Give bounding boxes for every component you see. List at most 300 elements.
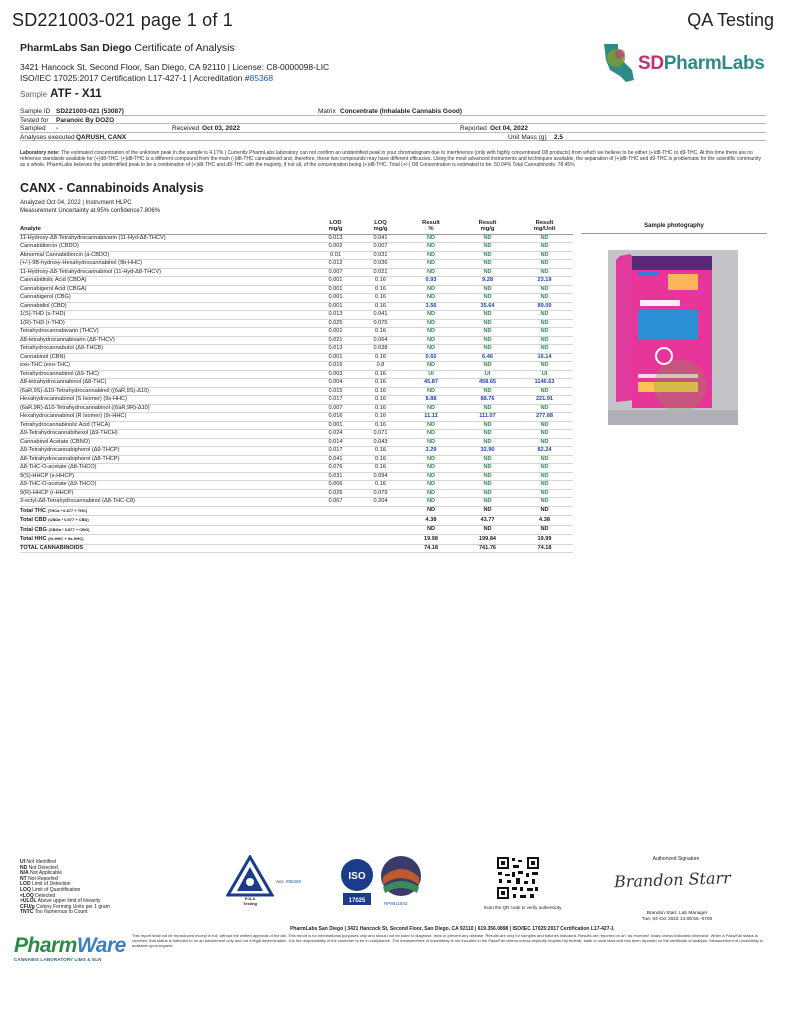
- table-row: [20, 268, 573, 277]
- lod-empty: [313, 506, 358, 516]
- loq-value: 0.16: [358, 379, 403, 388]
- result-mgunit: ND: [516, 251, 573, 260]
- result-pct: ND: [403, 430, 459, 439]
- lod-value: 0.013: [313, 311, 358, 320]
- table-row: [20, 345, 573, 354]
- col-loq-label: LOQ: [374, 219, 387, 226]
- analyte-name: (+/-)-9B-hydroxy-Hexahydrocannabinol (9b-HHC): [20, 260, 313, 269]
- pjla-accreditation: [276, 879, 301, 884]
- loq-value: 0.075: [358, 319, 403, 328]
- table-row: [20, 336, 573, 345]
- signatory-block: [612, 911, 742, 922]
- result-mgg: ND: [459, 387, 516, 396]
- loq-value: 0.16: [358, 464, 403, 473]
- reported-value: Oct 04, 2022: [490, 125, 528, 132]
- total-label: [20, 544, 313, 553]
- analyte-name: (6aR,9R)-Δ10-Tetrahydrocannabinol ((6aR,9R)-Δ10): [20, 404, 313, 413]
- qr-code-icon: [496, 856, 540, 900]
- lod-value: 0.012: [313, 260, 358, 269]
- lod-value: 0.017: [313, 447, 358, 456]
- footer-address: PharmLabs San Diego | 3421 Hancock St, Second Floor, San Diego, CA 92110 | 619.356.0898 | ISO/IEC 17025:2017 Certification L17-427-1: [290, 926, 614, 932]
- document-id: SD221003-021 page 1 of 1: [12, 10, 233, 30]
- anab-logo-icon: [380, 855, 422, 899]
- total-mgg: 741.76: [459, 544, 516, 553]
- total-pct: 19.98: [403, 535, 459, 545]
- analyte-name: Cannabinol Acetate (CBNO): [20, 438, 313, 447]
- lod-value: 0.001: [313, 277, 358, 286]
- analyte-name: exo-THC (exo-THC): [20, 362, 313, 371]
- legend-meaning: Limit of Quantification: [32, 886, 81, 893]
- sample-photo: [608, 250, 738, 425]
- loq-value: 0.16: [358, 455, 403, 464]
- logo-sd: SD: [638, 53, 664, 74]
- pharmware-ware: Ware: [76, 934, 126, 957]
- loq-value: 0.16: [358, 387, 403, 396]
- result-mgunit: 23.19: [516, 277, 573, 286]
- lod-value: 0.013: [313, 234, 358, 243]
- pjla-text: PJLA Testing: [243, 896, 257, 906]
- legend-meaning: Colony Forming Units per 1 gram: [36, 903, 110, 910]
- total-mgg: 199.84: [459, 535, 516, 545]
- col-result-mgunit: [516, 219, 573, 234]
- unit-mass-label: Unit Mass (g): [508, 133, 547, 141]
- loq-value: 0.007: [358, 243, 403, 252]
- col-lod-label: LOD: [329, 219, 342, 226]
- table-header-row: [20, 219, 573, 234]
- col-result-mgg: [459, 219, 516, 234]
- result-pct: 3.56: [403, 302, 459, 311]
- table-row: [20, 353, 573, 362]
- result-mgg: ND: [459, 251, 516, 260]
- result-mgunit: 277.68: [516, 413, 573, 422]
- lod-value: 0.001: [313, 421, 358, 430]
- result-pct: 11.11: [403, 413, 459, 422]
- table-row: [20, 285, 573, 294]
- received-label: Received: [172, 125, 200, 132]
- result-mgg: ND: [459, 294, 516, 303]
- info-row-1: [20, 107, 766, 116]
- loq-value: 0.16: [358, 294, 403, 303]
- result-pct: ND: [403, 404, 459, 413]
- analyte-name: Δ9-THC-O-acetate (Δ9-THCO): [20, 481, 313, 490]
- analyte-name: Hexahydrocannabinol (S Isomer) (9s-HHC): [20, 396, 313, 405]
- legend-abbr: N/A: [20, 870, 29, 877]
- col-pct-label: Result: [422, 219, 440, 226]
- sample-photo-heading: Sample photography: [581, 219, 767, 234]
- result-mgunit: ND: [516, 319, 573, 328]
- analyte-name: Tetrahydrocannabinolic Acid (THCA): [20, 421, 313, 430]
- loq-empty: [358, 506, 403, 516]
- pharmware-pharm: Pharm: [14, 934, 77, 957]
- anab-number: RP8611843: [384, 901, 408, 906]
- total-formula: (THCa * 0.877 + THC): [47, 507, 88, 513]
- total-formula: (9r-HHC + 9s-HHC): [48, 536, 84, 541]
- legend-meaning: Not Reported: [28, 875, 58, 882]
- lod-value: 0.004: [313, 379, 358, 388]
- analyte-name: Tetrahydrocannabinol (Δ9-THC): [20, 370, 313, 379]
- result-mgg: ND: [459, 430, 516, 439]
- legend-abbr: ND: [20, 864, 28, 871]
- lod-empty: [313, 544, 358, 553]
- result-pct: 8.88: [403, 396, 459, 405]
- total-pct: 74.18: [403, 544, 459, 553]
- loq-value: 0.16: [358, 277, 403, 286]
- iso-logo-icon: [340, 858, 374, 908]
- result-mgunit: ND: [516, 481, 573, 490]
- analyte-name: Abnormal Cannabidiorcin (a-CBDO): [20, 251, 313, 260]
- verification-qr-code[interactable]: [496, 856, 540, 900]
- result-pct: UI: [403, 370, 459, 379]
- table-row: [20, 260, 573, 269]
- result-pct: ND: [403, 455, 459, 464]
- result-mgg: 9.28: [459, 277, 516, 286]
- result-mgg: ND: [459, 243, 516, 252]
- analysis-title: CANX - Cannabinoids Analysis: [20, 181, 204, 195]
- pjla-acc-prefix: Acc.: [276, 879, 287, 884]
- total-mgunit: 19.99: [516, 535, 573, 545]
- table-row: [20, 413, 573, 422]
- lod-value: 0.001: [313, 328, 358, 337]
- lod-value: 0.031: [313, 472, 358, 481]
- result-mgg: 35.64: [459, 302, 516, 311]
- result-mgg: ND: [459, 328, 516, 337]
- analyte-name: 11-Hydroxy-Δ8-Tetrahydrocannabivarin (11-Hyd-Δ8-THCV): [20, 234, 313, 243]
- note-text: The estimated concentration of the unknown peak in the sample is 4.17% | Currently PharmLabs laboratory can not confirm an unidentified peak in your chromatogram due to interference (only with highly concentrated D8 products) from which we believe to be either (+)d8-THC or d9-THC. At this time there are no reference standards available for (+)d8-THC. (+)d8-THC is a different compound from the main (-)d8-THC cannabinoid and, therefore, these two compounds may have different efficacies. Using the most advanced instruments and techniques available, the separation of (+)d8-THC and d9-THC is problematic for the scientific community as a whole. PharmLabs believes the unidentified peak to be a combination of (+)d8-THC and d9-THC with the majority, if not all, of the concentration being (+)d8-THC. Total (+/-) D8 Concentration is estimated to be: 50.04% Total Cannabinoids: 78.45%: [20, 150, 762, 169]
- tested-for-label: Tested for: [20, 116, 49, 124]
- lod-value: 0.041: [313, 455, 358, 464]
- total-label: [20, 506, 313, 516]
- loq-value: 0.16: [358, 285, 403, 294]
- table-row: [20, 277, 573, 286]
- result-mgunit: 89.09: [516, 302, 573, 311]
- total-mgunit: 4.38: [516, 516, 573, 526]
- signatory-name: Brandon Starr, Lab Manager: [646, 911, 708, 916]
- loq-value: 0.16: [358, 421, 403, 430]
- loq-value: 0.16: [358, 328, 403, 337]
- sample-info-grid: [20, 107, 766, 141]
- col-loq-unit: mg/g: [373, 226, 388, 232]
- lod-value: 0.016: [313, 362, 358, 371]
- total-name: Total HHC: [20, 536, 47, 542]
- total-name: Total THC: [20, 507, 46, 514]
- abbreviation-legend: [20, 860, 110, 916]
- total-formula: (CBGa * 0.877 + CBG): [48, 526, 90, 532]
- signature-datetime: Tue, 04 Oct 2022 14:06:56 -0700: [641, 916, 713, 922]
- legend-abbr: CFU/g: [20, 903, 35, 910]
- analyte-name: Cannabidiorcin (CBDO): [20, 243, 313, 252]
- loq-value: 0.16: [358, 404, 403, 413]
- legend-abbr: UI: [20, 859, 25, 865]
- analyte-name: 1(S)-THD (s-THD): [20, 311, 313, 320]
- table-row: [20, 379, 573, 388]
- col-mgg-label: Result: [478, 219, 497, 226]
- result-mgunit: ND: [516, 285, 573, 294]
- legend-meaning: Above upper limit of linearity: [37, 898, 101, 905]
- table-row: [20, 396, 573, 405]
- legend-meaning: Not Detected: [28, 864, 58, 871]
- analyte-name: Δ9-Tetrahydrocannabiphorol (Δ9-THCP): [20, 447, 313, 456]
- lod-value: 0.015: [313, 387, 358, 396]
- col-pct-unit: %: [428, 226, 434, 232]
- total-mgunit: 74.18: [516, 544, 573, 553]
- lod-value: 0.016: [313, 413, 358, 422]
- legend-abbr: LOD: [20, 881, 31, 888]
- result-mgunit: ND: [516, 421, 573, 430]
- lod-value: 0.014: [313, 438, 358, 447]
- lod-value: 0.017: [313, 396, 358, 405]
- result-pct: ND: [403, 311, 459, 320]
- lab-header: [20, 42, 580, 84]
- result-pct: ND: [403, 345, 459, 354]
- total-mgg: ND: [459, 506, 516, 516]
- unit-mass-value: 2.5: [554, 133, 564, 141]
- lab-address: 3421 Hancock St, Second Floor, San Diego, CA 92110 | License: C8-0000098-LIC: [20, 62, 330, 72]
- result-pct: 0.65: [403, 353, 459, 362]
- result-mgunit: ND: [516, 294, 573, 303]
- sampled-value: -: [56, 125, 59, 132]
- loq-value: 0.041: [358, 311, 403, 320]
- result-mgg: ND: [459, 404, 516, 413]
- analyte-name: 9(S)-HHCP (s-HHCP): [20, 472, 313, 481]
- lod-value: 0.021: [313, 336, 358, 345]
- table-row: [20, 430, 573, 439]
- analyte-name: Cannabigerol Acid (CBGA): [20, 285, 313, 294]
- legend-abbr: >ULOL: [20, 898, 37, 905]
- total-label: [20, 525, 313, 535]
- qa-label: QA Testing: [687, 10, 774, 30]
- result-pct: ND: [403, 251, 459, 260]
- result-pct: ND: [403, 319, 459, 328]
- total-mgg: 43.77: [459, 516, 516, 526]
- iso-logo-number: 17025: [348, 898, 366, 904]
- result-pct: ND: [403, 472, 459, 481]
- result-mgg: ND: [459, 472, 516, 481]
- analyte-name: Δ8-Tetrahydrocannabiphorol (Δ8-THCP): [20, 455, 313, 464]
- col-mgg-unit: mg/g: [480, 226, 495, 232]
- top-bar: [0, 0, 786, 40]
- result-pct: ND: [403, 328, 459, 337]
- col-lod: [313, 219, 358, 234]
- analyte-name: Δ8-THC-O-acetate (Δ8-THCO): [20, 464, 313, 473]
- table-row: [20, 234, 573, 243]
- pjla-badge: [226, 855, 306, 910]
- laboratory-note: [20, 150, 766, 168]
- result-pct: ND: [403, 498, 459, 507]
- total-mgunit: ND: [516, 506, 573, 516]
- loq-value: 0.16: [358, 413, 403, 422]
- result-pct: ND: [403, 336, 459, 345]
- iso-logo-text: ISO: [348, 871, 366, 882]
- total-formula: (CBDa * 0.877 + CBD): [48, 517, 89, 522]
- lod-value: 0.066: [313, 481, 358, 490]
- result-mgg: ND: [459, 285, 516, 294]
- legend-item: [20, 910, 110, 916]
- lod-value: 0.024: [313, 430, 358, 439]
- analyte-name: Cannabidiolic Acid (CBDA): [20, 277, 313, 286]
- result-mgunit: ND: [516, 489, 573, 498]
- pjla-acc-number: #85368: [286, 879, 302, 884]
- matrix-value: Concentrate (Inhalable Cannabis Good): [340, 108, 463, 115]
- col-lod-unit: mg/g: [328, 226, 343, 232]
- table-row: [20, 243, 573, 252]
- loq-value: 0.021: [358, 268, 403, 277]
- col-mgu-unit: mg/Unit: [533, 226, 556, 232]
- lod-value: 0.003: [313, 370, 358, 379]
- loq-value: 0.079: [358, 489, 403, 498]
- analyte-name: Hexahydrocannabinol (R Isomer) (9r-HHC): [20, 413, 313, 422]
- result-pct: ND: [403, 481, 459, 490]
- legend-abbr: NT: [20, 875, 27, 882]
- total-mgunit: ND: [516, 525, 573, 535]
- table-row: [20, 302, 573, 311]
- qr-caption: Scan the QR code to verify authenticity.: [483, 905, 563, 910]
- pharmware-tagline: CANNABIS LABORATORY LIMS & ELN: [14, 957, 102, 962]
- legend-meaning: Not Identified: [26, 859, 56, 865]
- signature-heading: Authorized Signature: [652, 856, 700, 862]
- total-row: [20, 544, 573, 553]
- sample-id-label: Sample ID: [20, 108, 51, 115]
- total-pct: 4.38: [403, 516, 459, 526]
- sample-name: ATF - X11: [50, 88, 102, 100]
- total-pct: ND: [403, 506, 459, 516]
- total-row: [20, 535, 573, 545]
- result-mgunit: ND: [516, 464, 573, 473]
- legend-abbr: TNTC: [20, 909, 34, 916]
- analyses-value: QARUSH, CANX: [76, 133, 127, 141]
- result-mgg: ND: [459, 421, 516, 430]
- lod-value: 0.001: [313, 302, 358, 311]
- logo-pharmlabs: PharmLabs: [663, 53, 765, 74]
- received-value: Oct 03, 2022: [202, 125, 240, 132]
- table-row: [20, 294, 573, 303]
- result-mgunit: ND: [516, 336, 573, 345]
- col-analyte: Analyte: [20, 219, 313, 234]
- result-mgg: ND: [459, 336, 516, 345]
- table-row: [20, 455, 573, 464]
- result-pct: ND: [403, 489, 459, 498]
- lod-value: 0.025: [313, 319, 358, 328]
- result-mgg: ND: [459, 234, 516, 243]
- lod-value: 0.076: [313, 464, 358, 473]
- pharmware-logo: [14, 934, 124, 970]
- col-loq: [358, 219, 403, 234]
- pharmware-wordmark: [14, 934, 126, 958]
- result-mgg: 88.76: [459, 396, 516, 405]
- accreditation-link[interactable]: 85368: [249, 73, 274, 83]
- analyte-name: 11-Hydroxy-Δ8-Tetrahydrocannabinol (11-Hyd-Δ8-THCV): [20, 268, 313, 277]
- result-mgg: ND: [459, 455, 516, 464]
- result-mgg: ND: [459, 345, 516, 354]
- total-row: [20, 525, 573, 535]
- loq-value: 0.16: [358, 302, 403, 311]
- lod-empty: [313, 535, 358, 545]
- result-mgg: ND: [459, 268, 516, 277]
- analyte-name: Cannabigerol (CBG): [20, 294, 313, 303]
- loq-empty: [358, 544, 403, 553]
- california-map-icon: [596, 40, 640, 86]
- result-pct: 0.93: [403, 277, 459, 286]
- total-pct: ND: [403, 525, 459, 535]
- lod-value: 0.002: [313, 243, 358, 252]
- loq-value: 0.064: [358, 336, 403, 345]
- result-mgunit: ND: [516, 404, 573, 413]
- analyte-name: (6aR,9S)-Δ10-Tetrahydrocannabinol ((6aR,9S)-Δ10): [20, 387, 313, 396]
- sample-id: SD221003-021 (53087): [56, 108, 124, 115]
- loq-value: 0.036: [358, 260, 403, 269]
- result-mgunit: ND: [516, 438, 573, 447]
- loq-value: 0.16: [358, 396, 403, 405]
- analyte-name: Cannabinol (CBN): [20, 353, 313, 362]
- legend-abbr: <LOQ: [20, 892, 34, 899]
- result-mgunit: ND: [516, 387, 573, 396]
- loq-value: 0.043: [358, 438, 403, 447]
- result-mgunit: ND: [516, 328, 573, 337]
- result-mgg: 32.90: [459, 447, 516, 456]
- result-pct: ND: [403, 243, 459, 252]
- footer-disclaimer: This report shall not be reproduced except in full, without the written approval of the lab. This report is for informational purposes only and should not be used to diagnose, treat or prevent any disease. Results are only for samples and batches indicated. Results are reported on an "as received" basis unless indicated otherwise. When a Pass/Fail status is reported, that status is intended to be an advisement only and not a legal determination. It is the responsibility of the customer to be in compliance. The measurement of uncertainty is not included in the Pass/Fail criteria unless explicitly required by federal, state or local laws and has been reported on the certificate of analysis. Measurement of uncertainty is available upon request.: [132, 933, 763, 948]
- table-row: [20, 311, 573, 320]
- sample-heading: [20, 88, 102, 100]
- col-result-pct: [403, 219, 459, 234]
- lod-value: 0.007: [313, 268, 358, 277]
- result-mgg: ND: [459, 481, 516, 490]
- sample-label: Sample: [20, 90, 48, 99]
- result-mgunit: ND: [516, 234, 573, 243]
- result-mgg: ND: [459, 498, 516, 507]
- lab-iso-line: [20, 73, 580, 84]
- result-pct: ND: [403, 387, 459, 396]
- report-type: Certificate of Analysis: [134, 42, 235, 54]
- result-pct: ND: [403, 294, 459, 303]
- product-photo-image: [608, 250, 738, 425]
- table-row: [20, 328, 573, 337]
- legend-meaning: Not Applicable: [30, 870, 62, 877]
- analyte-name: 3-octyl-Δ8-Tetrahydrocannabinol (Δ8-THC-C8): [20, 498, 313, 507]
- result-mgunit: 16.14: [516, 353, 573, 362]
- table-row: [20, 447, 573, 456]
- total-name: Total CBG: [20, 526, 47, 533]
- loq-value: 0.204: [358, 498, 403, 507]
- result-mgg: 6.46: [459, 353, 516, 362]
- loq-value: 0.071: [358, 430, 403, 439]
- loq-value: 0.038: [358, 345, 403, 354]
- table-row: [20, 498, 573, 507]
- loq-value: 0.8: [358, 362, 403, 371]
- measurement-uncertainty: Measurement Uncertainty at 95% confidence7.806%: [20, 207, 161, 214]
- result-pct: ND: [403, 260, 459, 269]
- result-mgg: ND: [459, 260, 516, 269]
- table-row: [20, 362, 573, 371]
- tested-for-value: Paranoic By DOZO: [56, 116, 115, 124]
- loq-value: 0.041: [358, 234, 403, 243]
- result-mgunit: ND: [516, 362, 573, 371]
- loq-value: 0.16: [358, 353, 403, 362]
- analysis-meta: [20, 200, 160, 215]
- table-row: [20, 387, 573, 396]
- table-row: [20, 481, 573, 490]
- result-mgunit: ND: [516, 430, 573, 439]
- result-mgg: 458.65: [459, 379, 516, 388]
- info-row-2: [20, 116, 766, 125]
- result-mgg: ND: [459, 464, 516, 473]
- lod-value: 0.067: [313, 498, 358, 507]
- reported-label: Reported: [460, 125, 487, 132]
- result-pct: ND: [403, 464, 459, 473]
- sampled-label: Sampled: [20, 125, 46, 132]
- result-mgg: UI: [459, 370, 516, 379]
- total-mgg: ND: [459, 525, 516, 535]
- analyte-name: Tetrahydrocannabivarin (THCV): [20, 328, 313, 337]
